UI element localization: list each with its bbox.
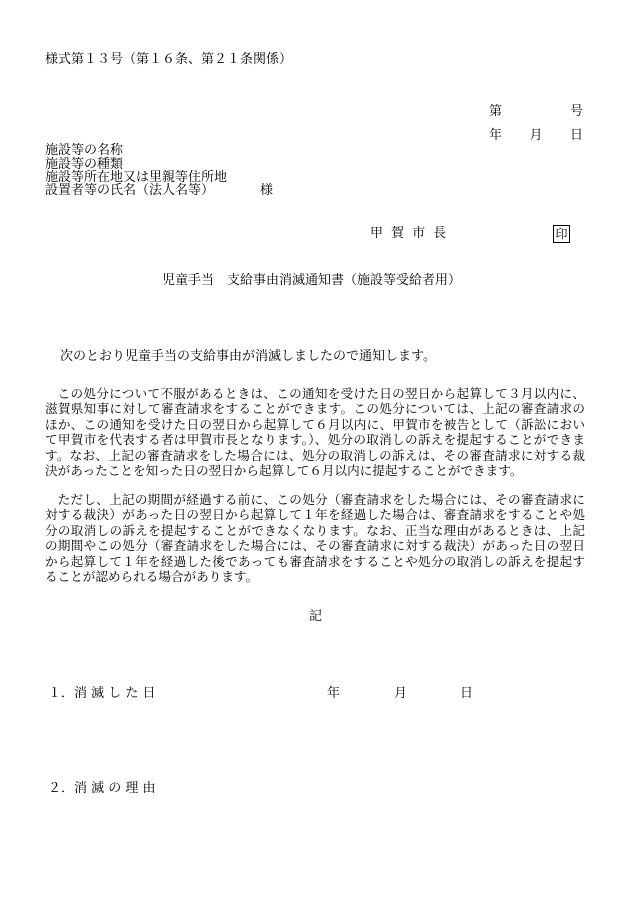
sender-title: 甲 賀 市 長 [370, 226, 449, 241]
section-date-label: １．消 滅 し た 日 [48, 686, 156, 701]
honorific: 様 [260, 183, 274, 198]
document-number-prefix: 第 [489, 104, 503, 119]
section-reason-label: ２．消 滅 の 理 由 [48, 781, 156, 796]
notice-text: 次のとおり児童手当の支給事由が消滅しましたので通知します。 [60, 349, 436, 364]
document-number-suffix: 号 [569, 104, 583, 119]
ki-marker: 記 [309, 609, 323, 624]
proviso-paragraph: ただし、上記の期間が経過する前に、この処分（審査請求をした場合には、その審査請求に対する裁決）があった日の翌日から起算して１年を経過した場合は、審査請求をすることや処分の取消しの訴えを提起することができなくなります。なお、正当な理由があるときは、上記の期間やこの処分（審査請求をした場合には、その審査請求に対する裁決）があった日の翌日から起算して１年を経過した後であっても審査請求をすることや処分の取消しの訴えを提起することが認められる場合があります。 [45, 492, 585, 585]
founder-name-label: 設置者等の氏名（法人名等） [45, 183, 215, 198]
section-date-month: 月 [394, 686, 408, 701]
appeal-paragraph: この処分について不服があるときは、この通知を受けた日の翌日から起算して３月以内に、滋賀県知事に対して審査請求をすることができます。この処分については、上記の審査請求のほか、この通知を受けた日の翌日から起算して６月以内に、甲賀市を被告として（訴訟において甲賀市を代表する者は甲賀市長となります。）、処分の取消しの訴えを提起することができます。なお、上記の審査請求をした場合には、処分の取消しの訴えは、その審査請求に対する裁決があったことを知った日の翌日から起算して６月以内に提起することができます。 [45, 386, 585, 479]
facility-address-label: 施設等所在地又は里親等住所地 [45, 170, 228, 185]
issue-date-day: 日 [569, 128, 583, 143]
issue-date-year: 年 [489, 128, 503, 143]
seal-stamp: 印 [553, 225, 570, 243]
issue-date-month: 月 [529, 128, 543, 143]
facility-name-label: 施設等の名称 [45, 143, 124, 158]
issue-date [489, 124, 583, 143]
facility-type-label: 施設等の種類 [45, 157, 124, 172]
section-date-day: 日 [460, 686, 474, 701]
form-reference: 様式第１３号（第１６条、第２１条関係） [45, 52, 293, 67]
document-number [489, 100, 583, 119]
section-date-year: 年 [327, 686, 341, 701]
document-title: 児童手当 支給事由消滅通知書（施設等受給者用） [162, 273, 462, 288]
